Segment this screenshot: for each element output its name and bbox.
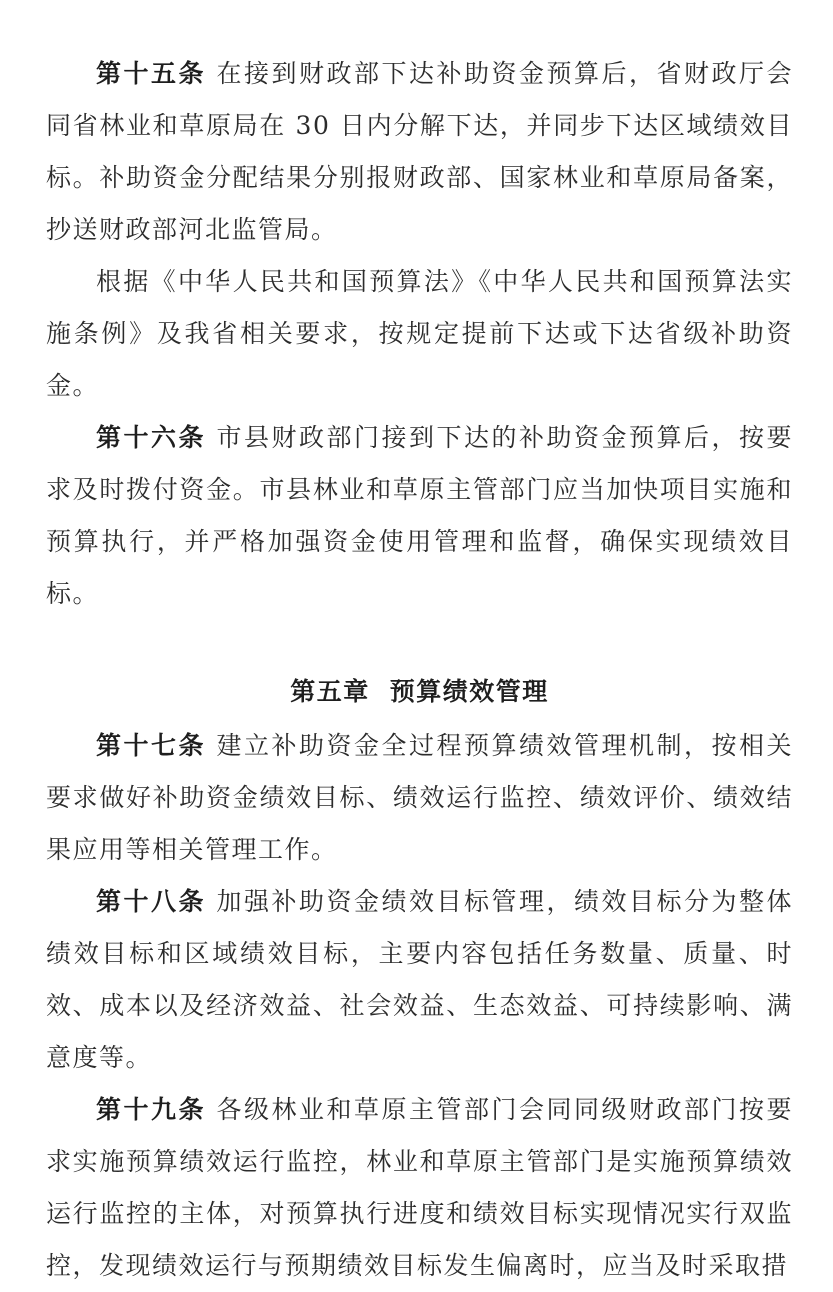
article-17-text: 建立补助资金全过程预算绩效管理机制，按相关要求做好补助资金绩效目标、绩效运行监控、绩效评价、绩效结果应用等相关管理工作。 xyxy=(46,731,793,864)
article-19 xyxy=(46,1084,793,1292)
chapter-number: 第五章 xyxy=(290,677,370,706)
article-15-paragraph-2-text: 根据《中华人民共和国预算法》《中华人民共和国预算法实施条例》及我省相关要求，按规定提前下达或下达省级补助资金。 xyxy=(46,267,793,400)
article-18-heading: 第十八条 xyxy=(96,887,207,916)
article-19-text: 各级林业和草原主管部门会同同级财政部门按要求实施预算绩效运行监控，林业和草原主管部门是实施预算绩效运行监控的主体，对预算执行进度和绩效目标实现情况实行双监控，发现绩效运行与预期绩效目标发生偏离时，应当及时采取措 xyxy=(46,1095,793,1280)
article-15 xyxy=(46,48,793,256)
article-17-heading: 第十七条 xyxy=(96,731,207,760)
article-15-text: 在接到财政部下达补助资金预算后，省财政厅会同省林业和草原局在 30 日内分解下达，并同步下达区域绩效目标。补助资金分配结果分别报财政部、国家林业和草原局备案，抄送财政部河北监管局。 xyxy=(46,59,793,244)
article-17 xyxy=(46,720,793,876)
chapter-title: 预算绩效管理 xyxy=(389,677,549,706)
article-15-paragraph-2 xyxy=(46,256,793,412)
chapter-heading xyxy=(46,666,793,718)
article-16-heading: 第十六条 xyxy=(96,423,207,452)
article-19-heading: 第十九条 xyxy=(96,1095,207,1124)
article-15-heading: 第十五条 xyxy=(96,59,207,88)
article-18 xyxy=(46,876,793,1084)
article-16-text: 市县财政部门接到下达的补助资金预算后，按要求及时拨付资金。市县林业和草原主管部门应当加快项目实施和预算执行，并严格加强资金使用管理和监督，确保实现绩效目标。 xyxy=(46,423,793,608)
article-16 xyxy=(46,412,793,620)
article-18-text: 加强补助资金绩效目标管理，绩效目标分为整体绩效目标和区域绩效目标，主要内容包括任务数量、质量、时效、成本以及经济效益、社会效益、生态效益、可持续影响、满意度等。 xyxy=(46,887,793,1072)
